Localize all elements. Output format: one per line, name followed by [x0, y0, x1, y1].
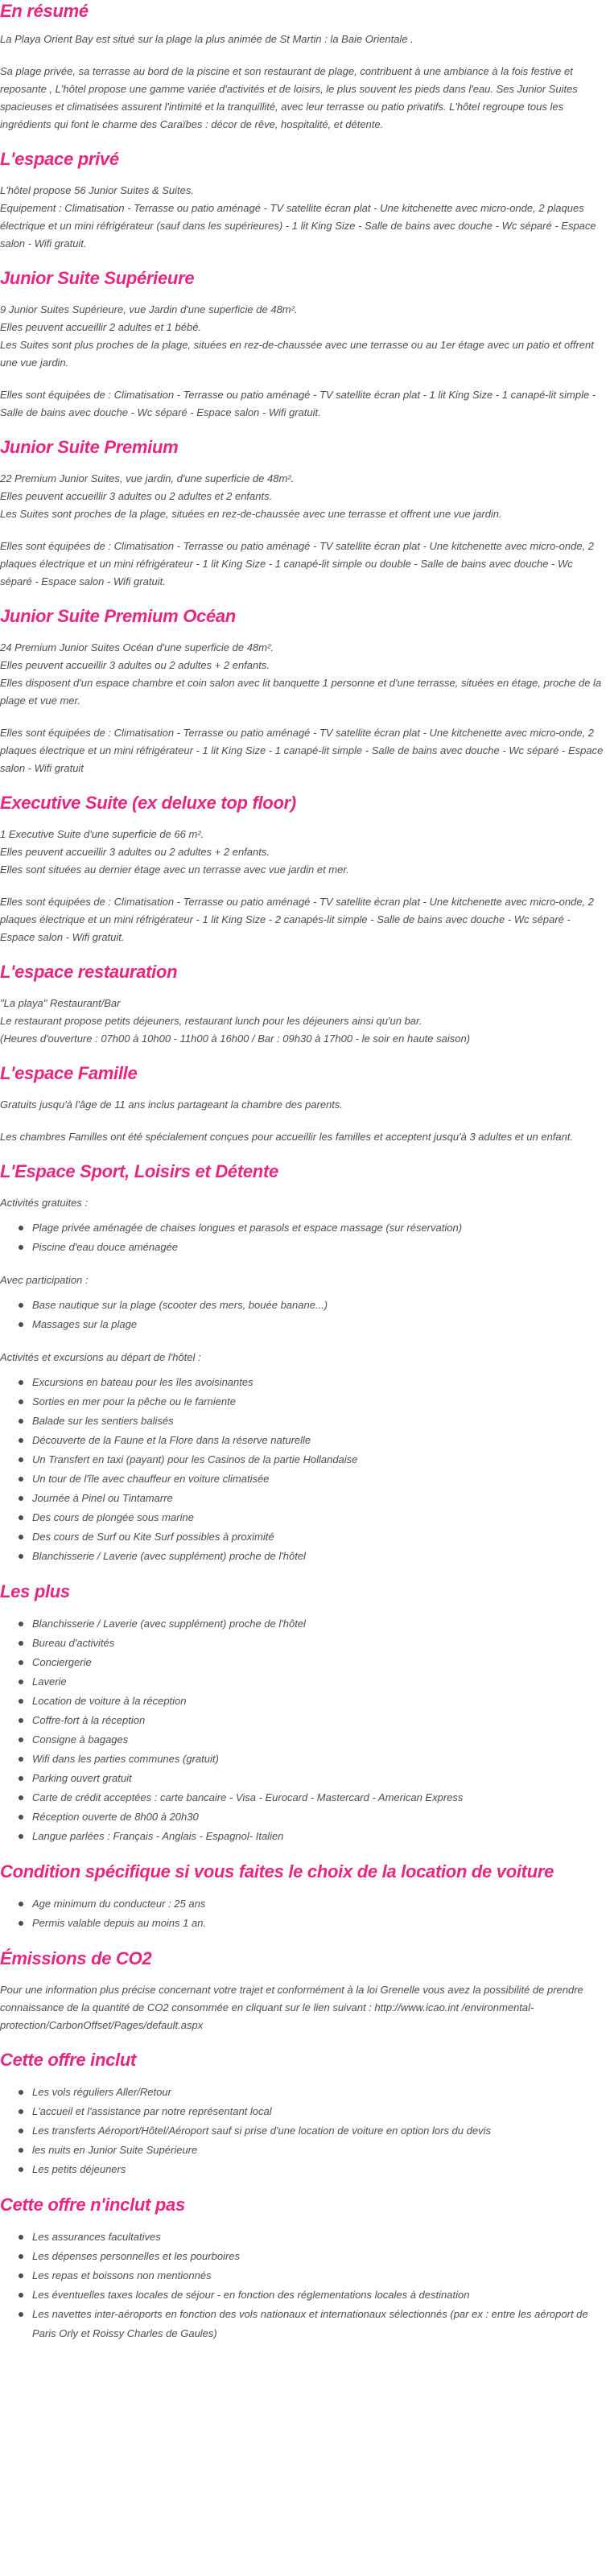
executive-suite-location: Elles sont situées au dernier étage avec un terrasse avec vue jardin et mer.	[0, 863, 349, 876]
section-co2	[0, 1947, 607, 2034]
section-title-ninclut: Cette offre n'inclut pas	[0, 2195, 185, 2215]
resume-intro: La Playa Orient Bay est situé sur la plage la plus animée de St Martin : la Baie Orientale .	[0, 33, 414, 45]
executive-suite-equipment: Elles sont équipées de : Climatisation - Terrasse ou patio aménagé - TV satellite écran plat - Une kitchenette avec micro-onde, 2 plaques électrique et un mini réfrigérateur - 1 lit King Size - 2 canapés-lit simple - Salle de bains avec douche - Wc séparé - Espace salon - Wifi gratuit.	[0, 896, 595, 943]
espace-prive-equipment: Equipement : Climatisation - Terrasse ou patio aménagé - TV satellite écran plat - Une kitchenette avec micro-onde, 2 plaques électrique et un mini réfrigérateur (sauf dans les supérieures) - 1 lit King Size - Salle de bains avec douche - Wc séparé - Espace salon - Wifi gratuit.	[0, 202, 596, 249]
section-famille	[0, 1062, 607, 1146]
junior-premium-size: 22 Premium Junior Suites, vue jardin, d'une superficie de 48m².	[0, 472, 295, 484]
section-sport	[0, 1160, 607, 1566]
list-item: Plage privée aménagée de chaises longues et parasols et espace massage (sur réservation)	[32, 1218, 607, 1238]
section-title-junior-superieure: Junior Suite Supérieure	[0, 268, 195, 288]
sport-free-list	[0, 1218, 607, 1257]
restauration-description: Le restaurant propose petits déjeuners, restaurant lunch pour les déjeuners ainsi qu'un bar.	[0, 1015, 422, 1027]
list-item: Réception ouverte de 8h00 à 20h30	[32, 1807, 607, 1827]
list-item: Un tour de l'île avec chauffeur en voiture climatisée	[32, 1469, 607, 1489]
section-title-resume: En résumé	[0, 1, 89, 21]
section-resume	[0, 0, 607, 134]
list-item: Des cours de Surf ou Kite Surf possibles à proximité	[32, 1527, 607, 1547]
list-item: Les assurances facultatives	[32, 2228, 607, 2247]
list-item: Blanchisserie / Laverie (avec supplément) proche de l'hôtel	[32, 1547, 607, 1566]
list-item: Laverie	[32, 1672, 607, 1692]
espace-prive-count: L'hôtel propose 56 Junior Suites & Suites.	[0, 184, 194, 196]
section-title-espace-prive: L'espace privé	[0, 149, 119, 169]
junior-premium-capacity: Elles peuvent accueillir 3 adultes ou 2 adultes et 2 enfants.	[0, 490, 273, 502]
section-location	[0, 1861, 607, 1933]
list-item: Journée à Pinel ou Tintamarre	[32, 1489, 607, 1508]
section-executive-suite	[0, 792, 607, 946]
section-title-junior-premium: Junior Suite Premium	[0, 437, 179, 457]
list-item: Un Transfert en taxi (payant) pour les Casinos de la partie Hollandaise	[32, 1450, 607, 1469]
list-item: Excursions en bateau pour les îles avoisinantes	[32, 1373, 607, 1392]
list-item: L'accueil et l'assistance par notre représentant local	[32, 2102, 607, 2121]
section-title-executive-suite: Executive Suite (ex deluxe top floor)	[0, 793, 296, 813]
section-title-co2: Émissions de CO2	[0, 1948, 152, 1968]
list-item: Bureau d'activités	[32, 1634, 607, 1653]
section-junior-premium-ocean	[0, 605, 607, 777]
list-item: Les transferts Aéroport/Hôtel/Aéroport sauf si prise d'une location de voiture en option lors du devis	[32, 2121, 607, 2141]
section-title-restauration: L'espace restauration	[0, 962, 178, 982]
ninclut-list	[0, 2228, 607, 2343]
section-restauration	[0, 961, 607, 1048]
section-inclut	[0, 2049, 607, 2179]
junior-superieure-size: 9 Junior Suites Supérieure, vue Jardin d'une superficie de 48m².	[0, 303, 298, 315]
section-junior-premium	[0, 436, 607, 591]
junior-superieure-location: Les Suites sont plus proches de la plage, situées en rez-de-chaussée avec une terrasse ou au 1er étage avec un patio et offrent une vue jardin.	[0, 339, 594, 369]
list-item: Permis valable depuis au moins 1 an.	[32, 1914, 607, 1933]
list-item: Les repas et boissons non mentionnés	[32, 2266, 607, 2285]
list-item: Les petits déjeuners	[32, 2160, 607, 2179]
junior-superieure-capacity: Elles peuvent accueillir 2 adultes et 1 bébé.	[0, 321, 202, 333]
section-title-location: Condition spécifique si vous faites le choix de la location de voiture	[0, 1861, 554, 1882]
list-item: Age minimum du conducteur : 25 ans	[32, 1894, 607, 1914]
sport-paid-list	[0, 1296, 607, 1334]
list-item: Langue parlées : Français - Anglais - Espagnol- Italien	[32, 1827, 607, 1846]
list-item: Sorties en mer pour la pêche ou le farniente	[32, 1392, 607, 1412]
list-item: Consigne à bagages	[32, 1730, 607, 1750]
list-item: Des cours de plongée sous marine	[32, 1508, 607, 1527]
resume-description: Sa plage privée, sa terrasse au bord de la piscine et son restaurant de plage, contribuent à une ambiance à la fois festive et reposante , L'hôtel propose une gamme variée d'activités et de loisirs, le plus souvent les pieds dans l'eau. Ses Junior Suites spacieuses et climatisées assurent l'intimité et la tranquillité, avec leur terrasse ou patio privatifs. L'hôtel regroupe tous les ingrédients qui font le charme des Caraïbes : décor de rêve, hospitalité, et détente.	[0, 65, 578, 130]
list-item: Location de voiture à la réception	[32, 1692, 607, 1711]
junior-premium-ocean-equipment: Elles sont équipées de : Climatisation - Terrasse ou patio aménagé - TV satellite écran plat - Une kitchenette avec micro-onde, 2 plaques électrique et un mini réfrigérateur - 1 lit King Size - 1 canapé-lit simple - Salle de bains avec douche - Wc séparé - Espace salon - Wifi gratuit	[0, 727, 604, 774]
list-item: Massages sur la plage	[32, 1315, 607, 1334]
junior-superieure-equipment: Elles sont équipées de : Climatisation - Terrasse ou patio aménagé - TV satellite écran plat - 1 lit King Size - 1 canapé-lit simple - Salle de bains avec douche - Wc séparé - Espace salon - Wifi gratuit.	[0, 389, 596, 418]
co2-text: Pour une information plus précise concernant votre trajet et conformément à la loi Grenelle vous avez la possibilité de prendre connaissance de la quantité de CO2 consommée en cliquant sur le lien suivant : http://www.icao.int /environmental-protection/CarbonOffset/Pages/default.aspx	[0, 1984, 583, 2031]
location-list	[0, 1894, 607, 1933]
list-item: les nuits en Junior Suite Supérieure	[32, 2141, 607, 2160]
sport-excursions-list	[0, 1373, 607, 1566]
sport-free-label: Activités gratuites :	[0, 1197, 89, 1209]
list-item: Piscine d'eau douce aménagée	[32, 1238, 607, 1257]
list-item: Parking ouvert gratuit	[32, 1769, 607, 1788]
list-item: Les éventuelles taxes locales de séjour - en fonction des réglementations locales à destination	[32, 2285, 607, 2305]
executive-suite-capacity: Elles peuvent accueillir 3 adultes ou 2 adultes + 2 enfants.	[0, 846, 270, 858]
sport-paid-label: Avec participation :	[0, 1274, 89, 1286]
sport-excursions-label: Activités et excursions au départ de l'hôtel :	[0, 1351, 201, 1363]
list-item: Wifi dans les parties communes (gratuit)	[32, 1750, 607, 1769]
list-item: Les dépenses personnelles et les pourboires	[32, 2247, 607, 2266]
junior-premium-location: Les Suites sont proches de la plage, situées en rez-de-chaussée avec une terrasse et offrent une vue jardin.	[0, 508, 502, 520]
executive-suite-size: 1 Executive Suite d'une superficie de 66 m².	[0, 828, 204, 840]
section-title-junior-premium-ocean: Junior Suite Premium Océan	[0, 606, 236, 626]
inclut-list	[0, 2083, 607, 2179]
section-junior-superieure	[0, 267, 607, 422]
list-item: Balade sur les sentiers balisés	[32, 1412, 607, 1431]
list-item: Carte de crédit acceptées : carte bancaire - Visa - Eurocard - Mastercard - American Express	[32, 1788, 607, 1807]
famille-rooms: Les chambres Familles ont été spécialement conçues pour accueillir les familles et acceptent jusqu'à 3 adultes et un enfant.	[0, 1131, 574, 1143]
section-title-plus: Les plus	[0, 1581, 70, 1601]
section-ninclut	[0, 2194, 607, 2343]
junior-premium-equipment: Elles sont équipées de : Climatisation - Terrasse ou patio aménagé - TV satellite écran plat - Une kitchenette avec micro-onde, 2 plaques électrique et un mini réfrigérateur - 1 lit King Size - 1 canapé-lit simple ou double - Salle de bains avec douche - Wc séparé - Espace salon - Wifi gratuit.	[0, 540, 595, 587]
junior-premium-ocean-size: 24 Premium Junior Suites Océan d'une superficie de 48m².	[0, 641, 274, 653]
section-espace-prive	[0, 148, 607, 253]
plus-list	[0, 1614, 607, 1846]
list-item: Base nautique sur la plage (scooter des mers, bouée banane...)	[32, 1296, 607, 1315]
section-title-inclut: Cette offre inclut	[0, 2050, 136, 2070]
famille-free-children: Gratuits jusqu'à l'âge de 11 ans inclus partageant la chambre des parents.	[0, 1098, 344, 1111]
list-item: Les navettes inter-aéroports en fonction des vols nationaux et internationaux sélectionnés (par ex : entre les aéroport de Paris Orly et Roissy Charles de Gaules)	[32, 2305, 607, 2343]
restauration-name: "La playa" Restaurant/Bar	[0, 997, 121, 1009]
list-item: Découverte de la Faune et la Flore dans la réserve naturelle	[32, 1431, 607, 1450]
section-title-sport: L'Espace Sport, Loisirs et Détente	[0, 1161, 278, 1181]
list-item: Blanchisserie / Laverie (avec supplément) proche de l'hôtel	[32, 1614, 607, 1634]
list-item: Les vols réguliers Aller/Retour	[32, 2083, 607, 2102]
section-plus	[0, 1581, 607, 1846]
restauration-hours: (Heures d'ouverture : 07h00 à 10h00 - 11h00 à 16h00 / Bar : 09h30 à 17h00 - le soir en haute saison)	[0, 1032, 471, 1045]
section-title-famille: L'espace Famille	[0, 1063, 138, 1083]
junior-premium-ocean-location: Elles disposent d'un espace chambre et coin salon avec lit banquette 1 personne et d'une terrasse, situées en étage, proche de la plage et vue mer.	[0, 677, 602, 707]
list-item: Conciergerie	[32, 1653, 607, 1672]
list-item: Coffre-fort à la réception	[32, 1711, 607, 1730]
junior-premium-ocean-capacity: Elles peuvent accueillir 3 adultes ou 2 adultes + 2 enfants.	[0, 659, 270, 671]
